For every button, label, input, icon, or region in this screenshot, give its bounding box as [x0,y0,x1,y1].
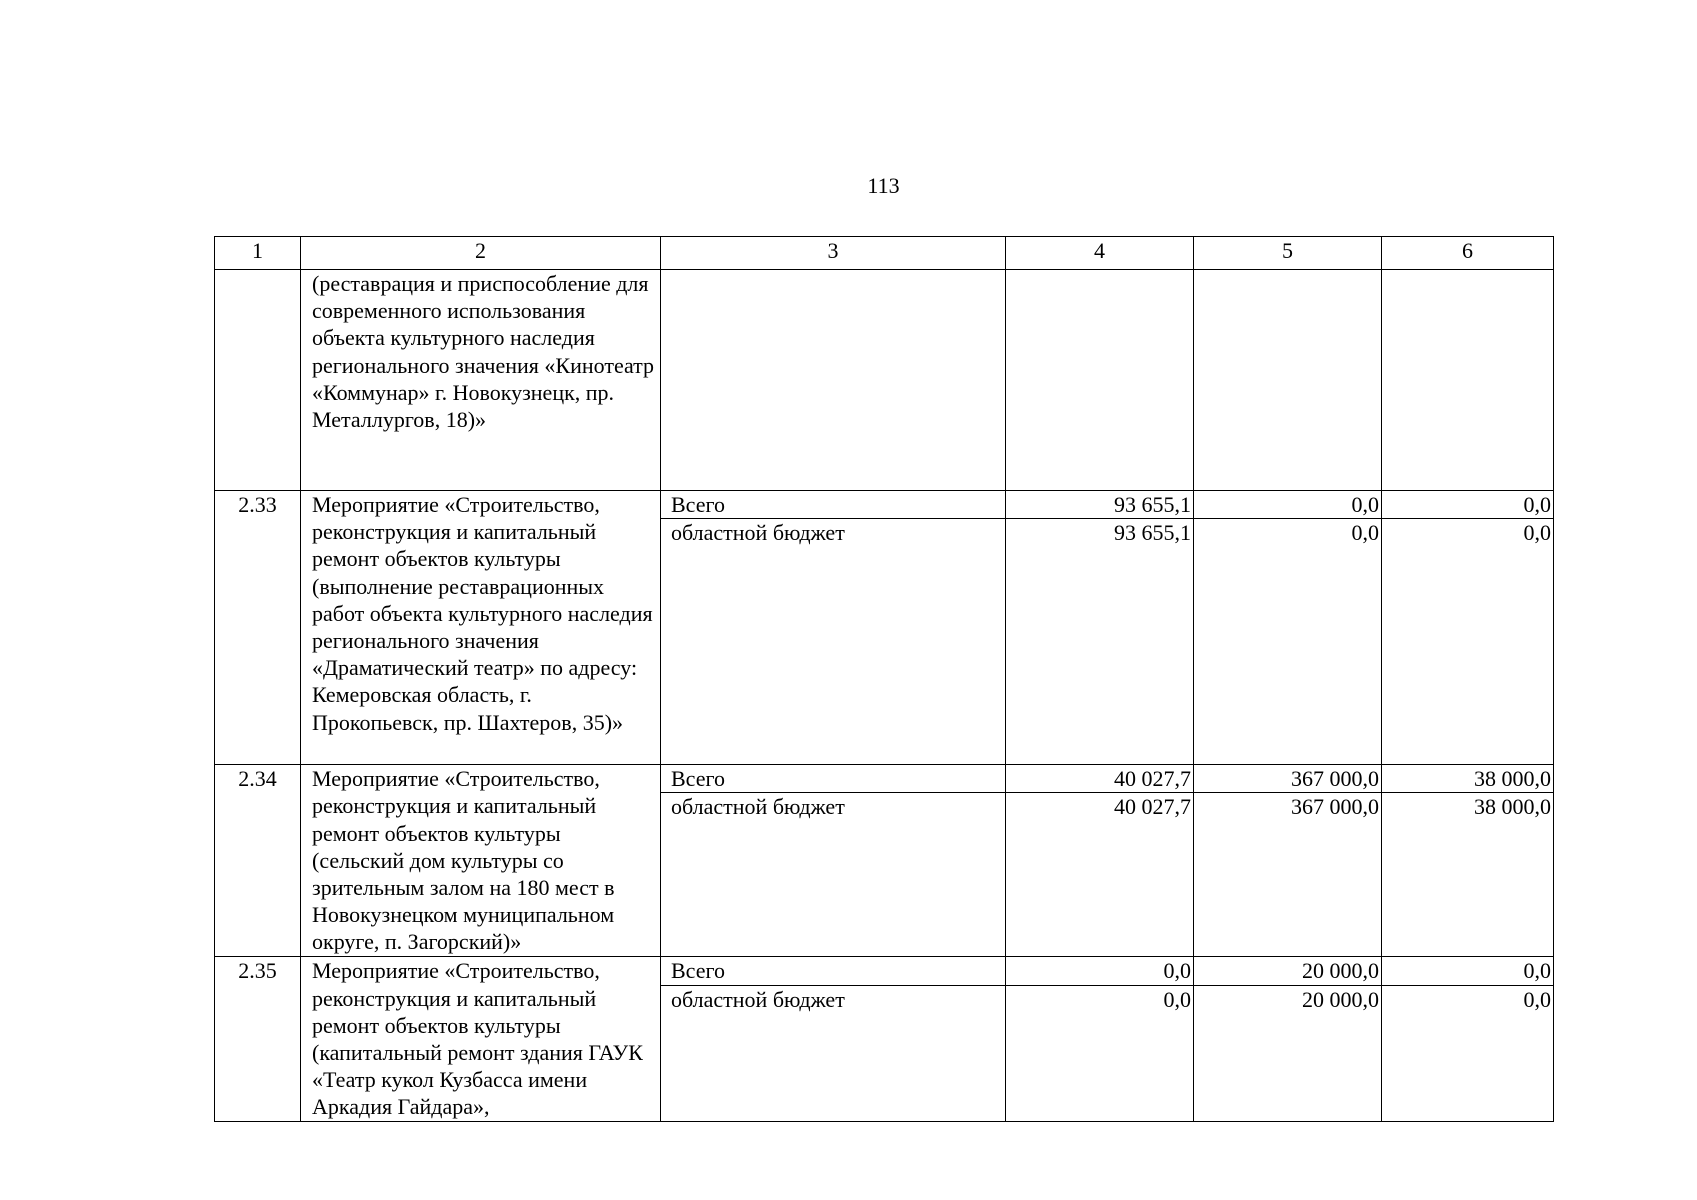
description-cell: (реставрация и приспособление для современного использования объекта культурного наследия регионального значения «Кинотеатр «Коммунар» г. Новокузнецк, пр. Металлургов, 18)» [301,270,661,491]
column-header-3: 3 [661,237,1006,270]
column-header-4: 4 [1006,237,1194,270]
source-label-regional: областной бюджет [661,985,1006,1121]
value-cell-6: 38 000,0 [1382,793,1554,957]
value-cell-4 [1006,270,1194,491]
description-cell: Мероприятие «Строительство, реконструкция и капитальный ремонт объектов культуры (выполнение реставрационных работ объекта культурного наследия регионального значения «Драматический театр» по адресу: Кемеровская область, г. Прокопьевск, пр. Шахтеров, 35)» [301,491,661,765]
column-header-1: 1 [215,237,301,270]
description-cell: Мероприятие «Строительство, реконструкция и капитальный ремонт объектов культуры (капитальный ремонт здания ГАУК «Театр кукол Кузбасса имени Аркадия Гайдара», [301,957,661,1121]
table-row [215,491,1554,519]
source-label-regional: областной бюджет [661,793,1006,957]
description-cell: Мероприятие «Строительство, реконструкция и капитальный ремонт объектов культуры (сельский дом культуры со зрительным залом на 180 мест в Новокузнецком муниципальном округе, п. Загорский)» [301,765,661,957]
source-label-total: Всего [661,491,1006,519]
value-cell-5: 0,0 [1194,519,1382,765]
row-number-cell: 2.35 [215,957,301,1121]
table-row [215,765,1554,793]
table-header-row [215,237,1554,270]
row-number-cell: 2.33 [215,491,301,765]
source-label-total: Всего [661,957,1006,985]
table-row [215,957,1554,985]
value-cell-6: 0,0 [1382,519,1554,765]
value-cell-4: 40 027,7 [1006,793,1194,957]
value-cell-5 [1194,270,1382,491]
row-number-cell [215,270,301,491]
value-cell-6: 0,0 [1382,491,1554,519]
value-cell-6: 0,0 [1382,957,1554,985]
value-cell-4: 93 655,1 [1006,491,1194,519]
budget-table [214,236,1554,1122]
value-cell-6: 38 000,0 [1382,765,1554,793]
value-cell-5: 367 000,0 [1194,793,1382,957]
value-cell-5: 20 000,0 [1194,985,1382,1121]
value-cell-6: 0,0 [1382,985,1554,1121]
value-cell-5: 20 000,0 [1194,957,1382,985]
column-header-5: 5 [1194,237,1382,270]
value-cell-4: 93 655,1 [1006,519,1194,765]
value-cell-6 [1382,270,1554,491]
column-header-6: 6 [1382,237,1554,270]
source-label-total: Всего [661,765,1006,793]
value-cell-4: 0,0 [1006,957,1194,985]
table-row-continuation [215,270,1554,491]
value-cell-5: 0,0 [1194,491,1382,519]
value-cell-4: 0,0 [1006,985,1194,1121]
source-cell [661,270,1006,491]
row-number-cell: 2.34 [215,765,301,957]
page-number: 113 [867,173,900,198]
value-cell-5: 367 000,0 [1194,765,1382,793]
value-cell-4: 40 027,7 [1006,765,1194,793]
column-header-2: 2 [301,237,661,270]
source-label-regional: областной бюджет [661,519,1006,765]
